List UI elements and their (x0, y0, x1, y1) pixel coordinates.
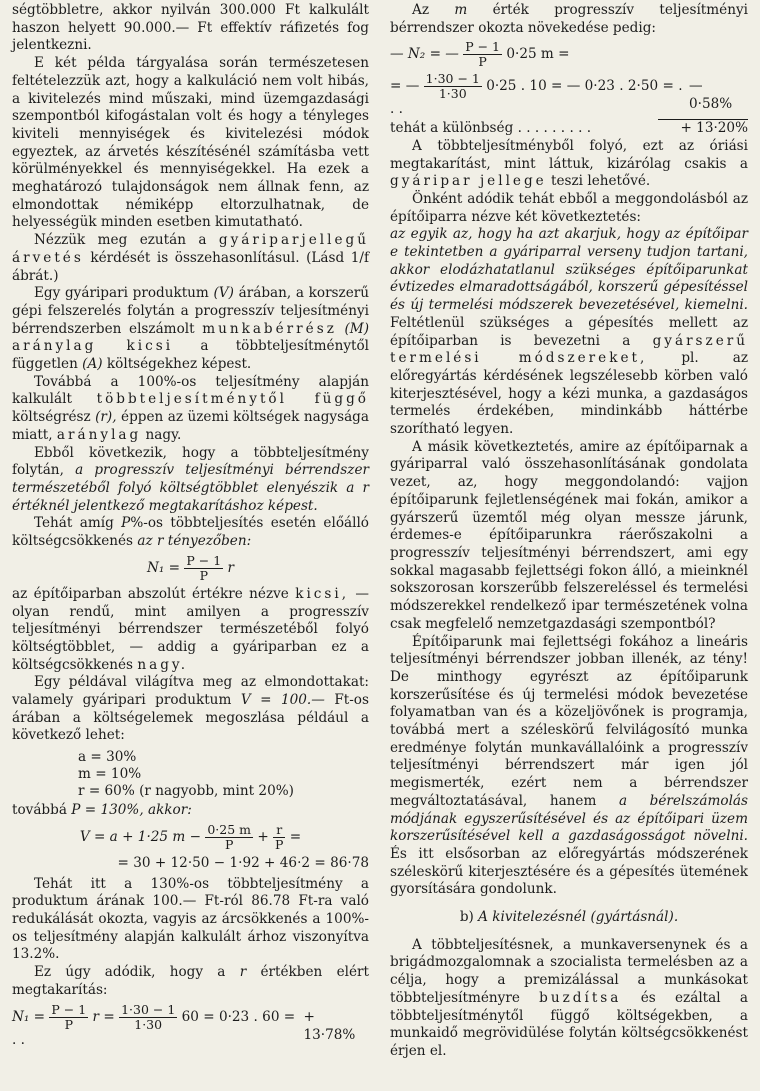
paragraph: Nézzük meg ezután a gyáriparjellegű árvetés kérdését is összehasonlításul. (Lásd 1/f ábrát.) (12, 232, 369, 284)
value-a: a = 30% (78, 749, 137, 766)
paragraph: Önként adódik tehát ebből a meggondolásból az építőiparra nézve két következtetés: (390, 190, 748, 225)
left-column (12, 2, 369, 1050)
equation-v: V = a + 1·25 m − $\frac{0\cdot 25 m}{P}$ + $\frac{r}{P}$ = (79, 821, 302, 852)
value-m: m = 10% (78, 766, 142, 783)
equation-n1: N₁ = $\frac{P - 1}{P}$ r (146, 552, 234, 583)
value-r: r = 60% (r nagyobb, mint 20%) (78, 783, 294, 800)
equation-n2-result: = — $\frac{1\cdot 30 - 1}{1\cdot 30}$ 0·25 . 10 = — 0·23 . 2·50 = . . . — 0·58% (390, 71, 733, 118)
right-column (390, 2, 748, 1061)
paragraph: az építőiparban abszolút értékre nézve kicsi, — olyan rendű, mint amilyen a progresszív teljesítményi bérrendszer természetéből folyó költségtöbblet, — addig a gyáriparban ez a költségcsökkenés nagy. (12, 585, 369, 673)
equation-n1-result: N₁ = $\frac{P - 1}{P}$ r = $\frac{1\cdot 30 - 1}{1\cdot 30}$ 60 = 0·23 . 60 = . . + 13·78% (12, 1002, 356, 1049)
paragraph: Ez úgy adódik, hogy a r értékben elért megtakarítás: (12, 964, 369, 998)
paragraph: A többteljesítésnek, a munkaversenynek és a brigádmozgalomnak a szocialista termelésben az a célja, hogy a premizálással a munkásokat többteljesítményre buzdítsa és ezáltal a többteljesítménytől függő költségekben, a munkaidő megrövidülése folytán költségcsökkenést érjen el. (390, 936, 748, 1059)
paragraph: Tehát amíg P%-os többteljesítés esetén előálló költségcsökkenés az r tényezőben: (12, 515, 369, 550)
paragraph: Ebből következik, hogy a többteljesítmény folytán, a progresszív teljesítményi bérrendszer természetéből folyó költségtöbblet elenyészik a r értéknél jelentkező megtakarításhoz képest. (12, 444, 369, 514)
paragraph: A többteljesítményből folyó, ezt az óriási megtakarítást, mint láttuk, kizárólag csakis a gyáripar jellege teszi lehetővé. (390, 137, 748, 190)
value-p-line: továbbá P = 130%, akkor: (12, 802, 192, 819)
paragraph: az egyik az, hogy ha azt akarjuk, hogy az építőipar e tekintetben a gyáriparral verseny tudjon tartani, akkor elodázhatatlanul szükséges építőiparunkat évtizedes elmaradottságából, korszerű gépesítéssel és új termelési módszerek bevezetésével, kiemelni. Feltétlenül szükséges a gépesítés mellett az építőiparban is bevezetni a gyárszerű termelési módszereket, pl. az előregyártás kérdésének legszélesebb körben való kiterjesztésével, hogy a kézi munka, a gazdaságos termelés érdekében, mindinkább háttérbe szorítható legyen. (390, 226, 749, 438)
equation-v-result: = 30 + 12·50 − 1·92 + 46·2 = 86·78 (117, 854, 369, 871)
paragraph: Építőiparunk mai fejlettségi fokához a lineáris teljesítményi bérrendszer jobban illenék, az tény! De minthogy egyrészt az építőiparunk korszerűsítése és új termelési módok bevezetése folyamatban van és a közeljövőnek is programja, továbbá mert a széleskörű felvilágosító munka eredménye folytán munkavállalóink a progresszív teljesítményi bérrendszert már igen jól megismerték, ezért nem a bérrendszer megváltoztatásával, hanem a bérelszámolás módjának egyszerűsítésével és az építőipari üzem korszerűsítésével kell a gazdaságosságot növelni. És itt elsősorban az előregyártás módszerének széleskörű kiterjesztésére és a gépesítés ütemének gyorsítására gondolunk. (390, 633, 748, 898)
paragraph: ségtöbbletre, akkor nyilván 300.000 Ft kalkulált haszon helyett 90.000.— Ft effektív ráfizetés fog jelentkezni. (12, 2, 369, 54)
paragraph: Továbbá a 100%-os teljesítmény alapján kalkulált többteljesítménytől függő költségrész (r), éppen az üzemi költségek nagysága miatt, aránylag nagy. (12, 373, 369, 443)
paragraph: Az m érték progresszív teljesítményi bérrendszer okozta növekedése pedig: (390, 2, 748, 36)
paragraph: A másik következtetés, amire az építőiparnak a gyáriparral való összehasonlításának gondolata vezet, az, hogy meggondolandó: vajjon építőiparunk fejletlenségének mai fokán, amikor a gyárszerű üzemtől még olyan messze járunk, érdemes-e építőiparunkra ráerőszakolni a progresszív teljesítményi bérrendszert, ami egy sokkal magasabb fejlettségi fokon álló, a mieinknél sokszorosan korszerűbb felszereléssel és termelési módszerekkel rendelkező ipar természetének volna csak megfelelő nemzetgazdasági szempontból? (390, 438, 748, 632)
paragraph: Tehát itt a 130%-os többteljesítmény a produktum árának 100.— Ft-ról 86.78 Ft-ra való redukálását okozta, vagyis az árcsökkenés a 100%-os teljesítmény alapján kalkulált árhoz viszonyítva 13.2%. (12, 875, 369, 963)
cost-values (78, 749, 369, 800)
paragraph: E két példa tárgyalása során természetesen feltételezzük azt, hogy a kalkuláció nem volt hibás, a kivitelezés mind műszaki, mind üzemgazdasági szempontból kifogástalan volt és hogy a tényleges kiviteli mennyiségek és kivitelezési módok egyeztek, az árvetés készítésénél számításba vett körülményekkel és mennyiségekkel. Ha ezek a meghatározó tulajdonságok nem állnak fenn, az elmondottak némiképp eltorzulhatnak, de helyességük minden esetben kimutatható. (12, 55, 369, 231)
equation-n2: — N₂ = — $\frac{P - 1}{P}$ 0·25 m = (390, 39, 570, 70)
difference-line: tehát a különbség . . . . . . . . . + 13·20% (390, 120, 748, 137)
paragraph: Egy gyáripari produktum (V) árában, a korszerű gépi felszerelés folytán a progresszív teljesítményi bérrendszerben elszámolt munkabérrész (M) aránylag kicsi a többteljesítménytől független (A) költségekhez képest. (12, 285, 370, 373)
paragraph: Egy példával világítva meg az elmondottakat: valamely gyáripari produktum V = 100.— Ft-os árában a költségelemek megoszlása például a következő lehet: (12, 674, 369, 744)
section-heading: b) A kivitelezésnél (gyártásnál). (459, 909, 679, 926)
